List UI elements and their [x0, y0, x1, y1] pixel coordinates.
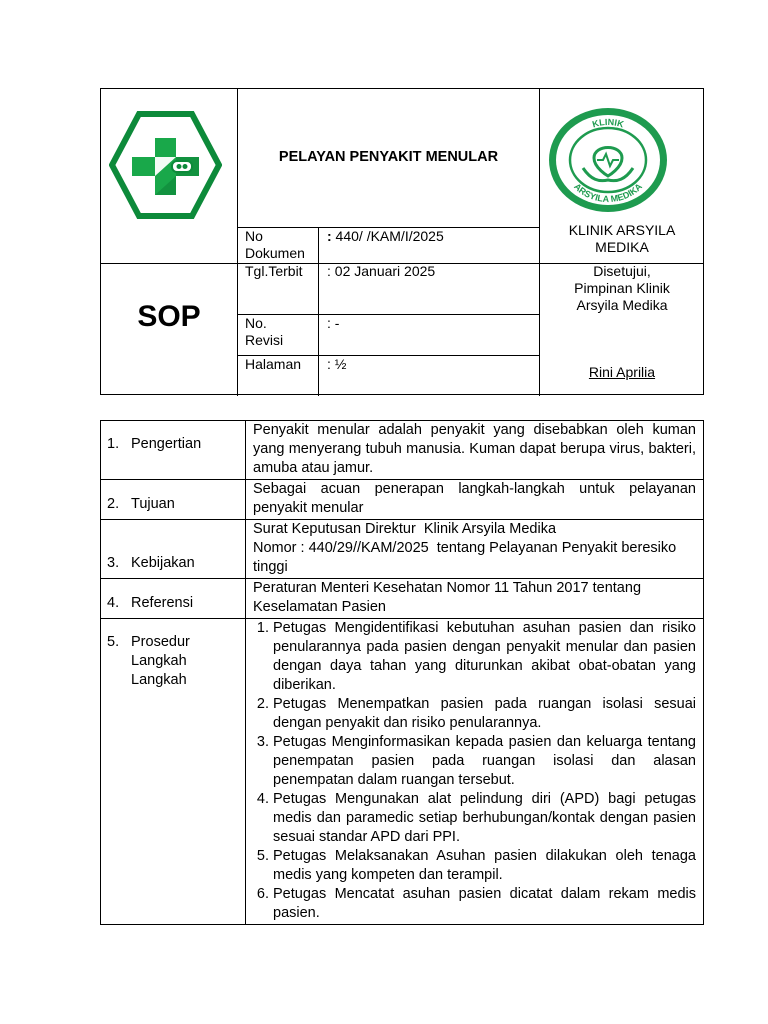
section-row-referensi [101, 579, 704, 619]
no-revisi-value: : - [327, 315, 340, 331]
approver-name: Rini Aprilia [588, 364, 656, 380]
sop-header-table [100, 88, 704, 395]
prosedur-step: 6. Petugas Mencatat asuhan pasien dicatat dalam rekam medis pasien. [273, 885, 696, 923]
green-cross-logo-icon [109, 110, 222, 220]
no-dokumen-label: No Dokumen [245, 228, 305, 261]
section-number: 5. [107, 634, 120, 650]
tujuan-text: Sebagai acuan penerapan langkah-langkah untuk pelayanan penyakit menular [246, 480, 704, 520]
section-label-line-2: Langkah [131, 653, 187, 669]
kebijakan-cell [246, 520, 704, 579]
section-row-pengertian [101, 421, 704, 480]
no-revisi-label: No. Revisi [245, 315, 284, 348]
section-label-line-1: Prosedur [131, 634, 190, 650]
section-label-line-3: Langkah [131, 672, 187, 688]
pengertian-text: Penyakit menular adalah penyakit yang disebabkan oleh kuman yang menyerang tubuh manusia. Kuman dapat berupa virus, bakteri, amuba atau jamur. [246, 421, 704, 480]
clinic-name: KLINIK ARSYILA MEDIKA [568, 222, 676, 255]
tgl-terbit-value: : 02 Januari 2025 [327, 263, 436, 279]
section-label-cell [101, 421, 246, 480]
section-number: 4. [107, 595, 120, 611]
prosedur-steps-list [253, 619, 696, 923]
clinic-logo-text-bottom: ARSYILA MEDIKA [572, 181, 644, 205]
section-label-cell [101, 480, 246, 520]
header-divider-left [237, 89, 238, 396]
section-number: 1. [107, 436, 120, 452]
tgl-terbit-label: Tgl.Terbit [245, 263, 303, 279]
header-divider-right [539, 89, 540, 396]
section-row-tujuan [101, 480, 704, 520]
halaman-value: : ½ [327, 356, 347, 372]
prosedur-step: 3. Petugas Menginformasikan kepada pasien dan keluarga tentang penempatan pasien pada ruangan isolasi dan alasan penempatan dalam ruangan tersebut. [273, 733, 696, 790]
section-label: Pengertian [131, 436, 202, 452]
section-label: Referensi [131, 595, 194, 611]
prosedur-step: 4. Petugas Mengunakan alat pelindung diri (APD) bagi petugas medis dan paramedic setiap berhubungan/kontak dengan pasien sesuai standar APD dari PPI. [273, 790, 696, 847]
approval-line-3: Arsyila Medika [576, 297, 668, 313]
sop-label: SOP [137, 300, 201, 333]
approval-line-1: Disetujui, [593, 263, 651, 279]
section-label-cell [101, 520, 246, 579]
no-dokumen-value-text: 440/ /KAM/I/2025 [331, 228, 444, 244]
sop-content-table [100, 420, 704, 925]
section-label: Tujuan [131, 496, 175, 512]
kebijakan-line-1: Surat Keputusan Direktur Klinik Arsyila Medika [253, 521, 557, 537]
section-row-prosedur [101, 619, 704, 925]
clinic-seal-logo-icon [547, 106, 669, 214]
kebijakan-line-2: Nomor : 440/29//KAM/2025 tentang Pelayanan Penyakit beresiko tinggi [253, 540, 681, 575]
section-label-cell [101, 579, 246, 619]
section-label-cell [101, 619, 246, 925]
prosedur-cell [246, 619, 704, 925]
section-label: Kebijakan [131, 555, 195, 571]
section-number: 2. [107, 496, 120, 512]
section-number: 3. [107, 555, 120, 571]
referensi-text: Peraturan Menteri Kesehatan Nomor 11 Tahun 2017 tentang Keselamatan Pasien [246, 579, 704, 619]
section-row-kebijakan [101, 520, 704, 579]
prosedur-step: 2. Petugas Menempatkan pasien pada ruangan isolasi sesuai dengan penyakit dan risiko penularannya. [273, 695, 696, 733]
document-title: PELAYAN PENYAKIT MENULAR [278, 149, 499, 165]
approval-line-2: Pimpinan Klinik [574, 280, 670, 296]
header-divider-mid [318, 227, 319, 396]
prosedur-step: 5. Petugas Melaksanakan Asuhan pasien dilakukan oleh tenaga medis yang kompeten dan terampil. [273, 847, 696, 885]
prosedur-step: 1. Petugas Mengidentifikasi kebutuhan asuhan pasien dan risiko penularannya pada pasien dengan penyakit menular dan pasien dengan daya tahan yang diturunkan akibat obat-obatan yang diberikan. [273, 619, 696, 695]
clinic-logo-text-top: KLINIK [591, 116, 625, 130]
no-dokumen-value: : 440/ /KAM/I/2025 [327, 228, 444, 244]
halaman-label: Halaman [245, 356, 302, 372]
